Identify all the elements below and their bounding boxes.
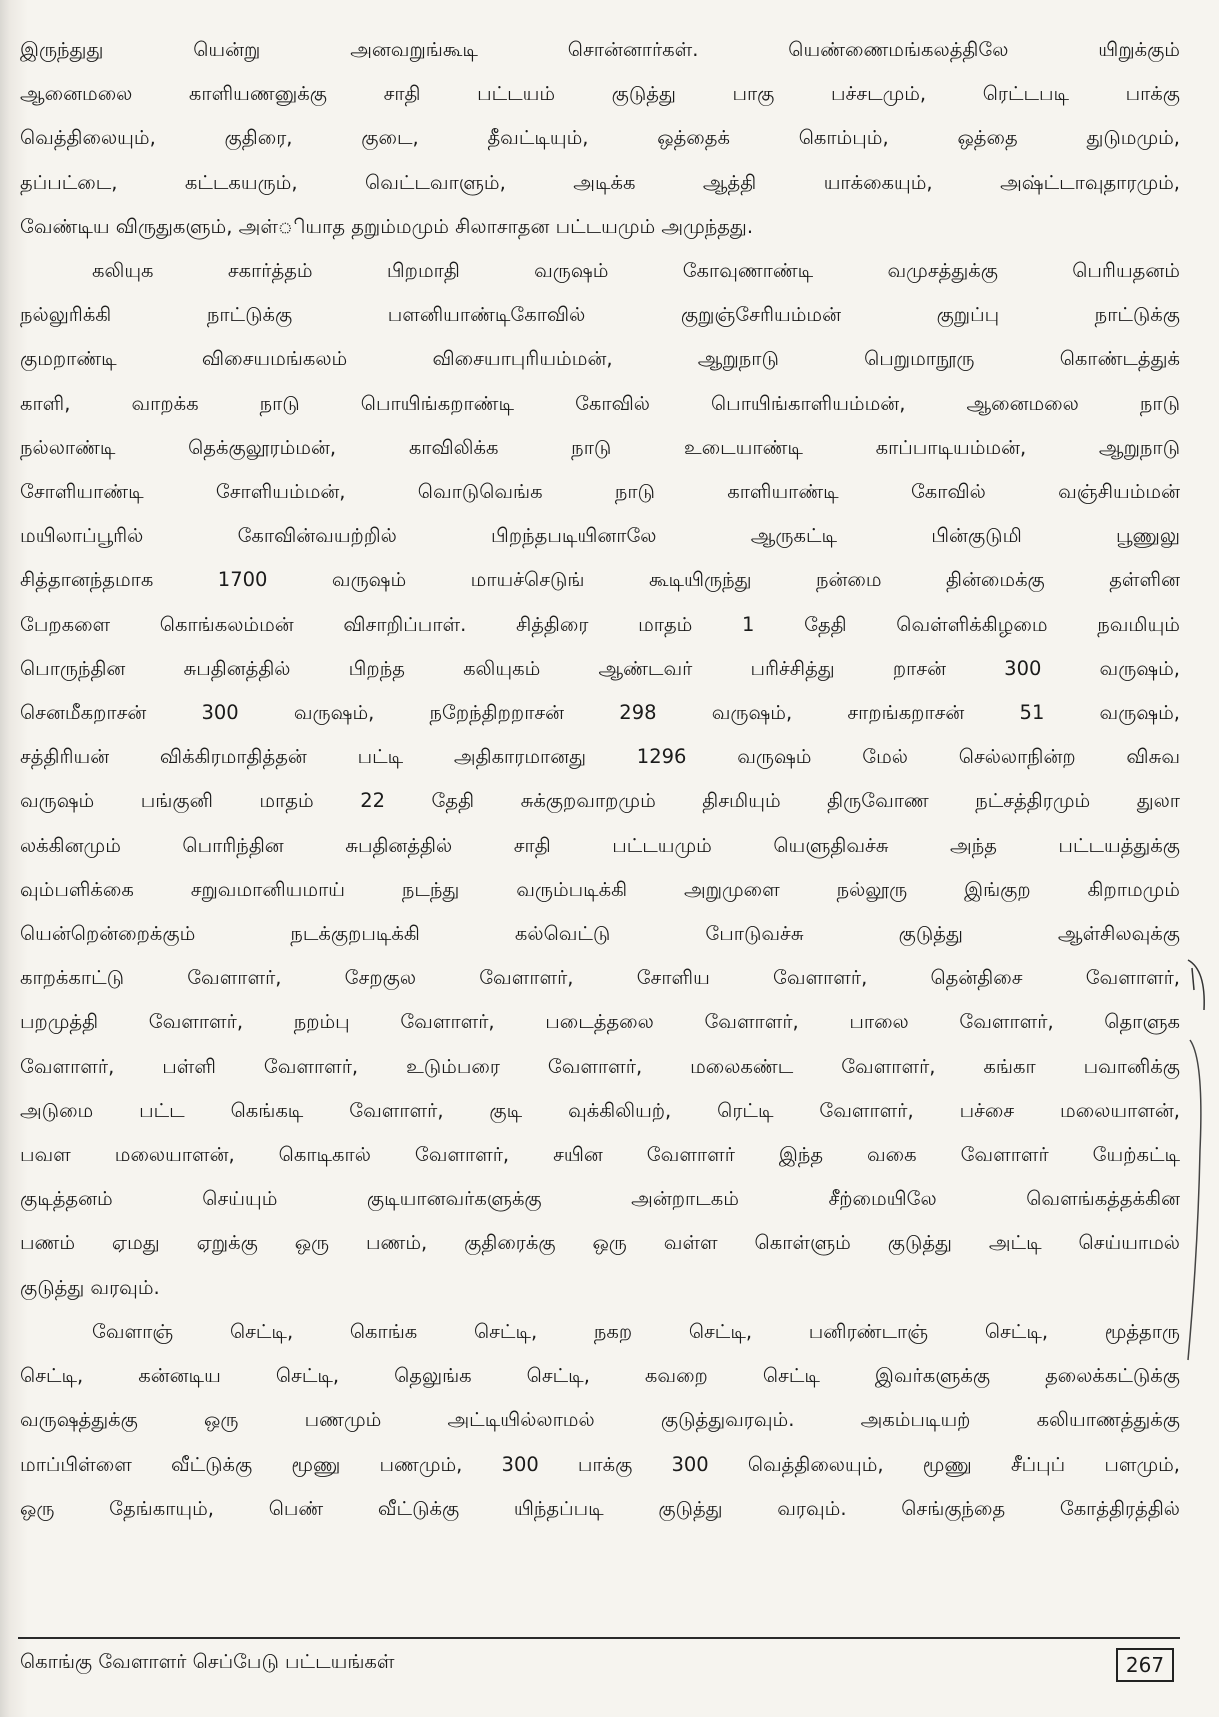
- text-line: காளி, வாறக்க நாடு பொயிங்கறாண்டி கோவில் பொயிங்காளியம்மன், ஆனைமலை நாடு: [20, 391, 1180, 415]
- footer-book-title: கொங்கு வேளாளர் செப்பேடு பட்டயங்கள்: [20, 1650, 395, 1673]
- text-line: காறக்காட்டு வேளாளர், சேறகுல வேளாளர், சோளிய வேளாளர், தென்திசை வேளாளர்,: [20, 966, 1180, 990]
- text-line: வேளாஞ் செட்டி, கொங்க செட்டி, நகற செட்டி, பனிரண்டாஞ் செட்டி, மூத்தாரு: [92, 1319, 1180, 1343]
- text-line: ஒரு தேங்காயும், பெண் வீட்டுக்கு யிந்தப்படி குடுத்து வரவும். செங்குந்தை கோத்திரத்தில்: [20, 1496, 1180, 1520]
- footer-rule: [18, 1637, 1180, 1639]
- text-line: அடுமை பட்ட கெங்கடி வேளாளர், குடி வுக்கிலியற், ரெட்டி வேளாளர், பச்சை மலையாளன்,: [20, 1098, 1180, 1122]
- text-line: ஆனைமலை காளியணனுக்கு சாதி பட்டயம் குடுத்து பாகு பச்சடமும், ரெட்டபடி பாக்கு: [20, 82, 1180, 106]
- text-line: வேளாளர், பள்ளி வேளாளர், உடும்பரை வேளாளர், மலைகண்ட வேளாளர், கங்கா பவானிக்கு: [20, 1054, 1180, 1078]
- text-line: சத்திரியன் விக்கிரமாதித்தன் பட்டி அதிகாரமானது 1296 வருஷம் மேல் செல்லாநின்ற விசுவ: [20, 745, 1180, 769]
- paragraph-1: [20, 28, 1180, 249]
- text-line: சோளியாண்டி சோளியம்மன், வொடுவெங்க நாடு காளியாண்டி கோவில் வஞ்சியம்மன்: [20, 480, 1180, 504]
- text-line: கலியுக சகார்த்தம் பிறமாதி வருஷம் கோவுணாண்டி வமுசத்துக்கு பெரியதனம்: [92, 259, 1180, 283]
- paragraph-2: [20, 249, 1180, 1310]
- text-line: சித்தானந்தமாக 1700 வருஷம் மாயச்செடுங் கூடியிருந்து நன்மை தின்மைக்கு தள்ளின: [20, 568, 1180, 592]
- text-line: வெத்திலையும், குதிரை, குடை, தீவட்டியும், ஒத்தைக் கொம்பும், ஒத்தை துடுமமும்,: [20, 126, 1180, 150]
- text-line: வருஷம் பங்குனி மாதம் 22 தேதி சுக்குறவாறமும் திசமியும் திருவோண நட்சத்திரமும் துலா: [20, 789, 1180, 813]
- text-line: லக்கினமும் பொரிந்தின சுபதினத்தில் சாதி பட்டயமும் யெளுதிவச்சு அந்த பட்டயத்துக்கு: [20, 833, 1180, 857]
- text-line: பறமுத்தி வேளாளர், நறம்பு வேளாளர், படைத்தலை வேளாளர், பாலை வேளாளர், தொளுக: [20, 1010, 1180, 1034]
- text-line: குடுத்து வரவும்.: [20, 1275, 160, 1299]
- text-line: மாப்பிள்ளை வீட்டுக்கு மூணு பணமும், 300 பாக்கு 300 வெத்திலையும், மூணு சீப்புப் பளமும்,: [20, 1452, 1180, 1476]
- text-line: பொருந்தின சுபதினத்தில் பிறந்த கலியுகம் ஆண்டவர் பரிச்சித்து றாசன் 300 வருஷம்,: [20, 656, 1180, 680]
- text-line: பவள மலையாளன், கொடிகால் வேளாளர், சயின வேளாளர் இந்த வகை வேளாளர் யேற்கட்டி: [20, 1143, 1180, 1167]
- text-line: நல்லாண்டி தெக்குலூரம்மன், காவிலிக்க நாடு உடையாண்டி காப்பாடியம்மன், ஆறுநாடு: [20, 435, 1180, 459]
- margin-bracket-mark: [1182, 950, 1212, 1370]
- text-line: பணம் ஏமது ஏறுக்கு ஒரு பணம், குதிரைக்கு ஒரு வள்ள கொள்ளும் குடுத்து அட்டி செய்யாமல்: [20, 1231, 1180, 1255]
- body-text: [20, 28, 1180, 1531]
- text-line: யென்றென்றைக்கும் நடக்குறபடிக்கி கல்வெட்டு போடுவச்சு குடுத்து ஆள்சிலவுக்கு: [20, 922, 1180, 946]
- text-line: நல்லுரிக்கி நாட்டுக்கு பளனியாண்டிகோவில் குறுஞ்சேரியம்மன் குறுப்பு நாட்டுக்கு: [20, 303, 1180, 327]
- text-line: மயிலாப்பூரில் கோவின்வயற்றில் பிறந்தபடியினாலே ஆருகட்டி பின்குடுமி பூணுலு: [20, 524, 1180, 548]
- text-line: குடித்தனம் செய்யும் குடியானவர்களுக்கு அன்றாடகம் சீற்மையிலே வெளங்கத்தக்கின: [20, 1187, 1180, 1211]
- text-line: வும்பளிக்கை சறுவமானியமாய் நடந்து வரும்படிக்கி அறுமுளை நல்லூரு இங்குற கிறாமமும்: [20, 877, 1180, 901]
- text-line: வருஷத்துக்கு ஒரு பணமும் அட்டியில்லாமல் குடுத்துவரவும். அகம்படியற் கலியாணத்துக்கு: [20, 1408, 1180, 1432]
- text-line: செனமீகறாசன் 300 வருஷம், நறேந்திறறாசன் 298 வருஷம், சாறங்கறாசன் 51 வருஷம்,: [20, 701, 1180, 725]
- text-line: பேறகளை கொங்கலம்மன் விசாறிப்பாள். சித்திரை மாதம் 1 தேதி வெள்ளிக்கிழமை நவமியும்: [20, 612, 1180, 636]
- paragraph-3: [20, 1310, 1180, 1531]
- page-number: 267: [1116, 1648, 1174, 1682]
- text-line: வேண்டிய விருதுகளும், அள்ியாத தறும்மமும் சிலாசாதன பட்டயமும் அமுந்தது.: [20, 214, 754, 238]
- text-line: செட்டி, கன்னடிய செட்டி, தெலுங்க செட்டி, கவறை செட்டி இவர்களுக்கு தலைக்கட்டுக்கு: [20, 1364, 1180, 1388]
- text-line: தப்பட்டை, கட்டகயரும், வெட்டவாளும், அடிக்க ஆத்தி யாக்கையும், அஷ்ட்டாவுதாரமும்,: [20, 170, 1180, 194]
- text-line: குமறாண்டி விசையமங்கலம் விசையாபுரியம்மன், ஆறுநாடு பெறுமாநூரு கொண்டத்துக்: [20, 347, 1180, 371]
- text-line: இருந்துது யென்று அனவறுங்கூடி சொன்னார்கள். யெண்ணைமங்கலத்திலே யிறுக்கும்: [20, 38, 1180, 61]
